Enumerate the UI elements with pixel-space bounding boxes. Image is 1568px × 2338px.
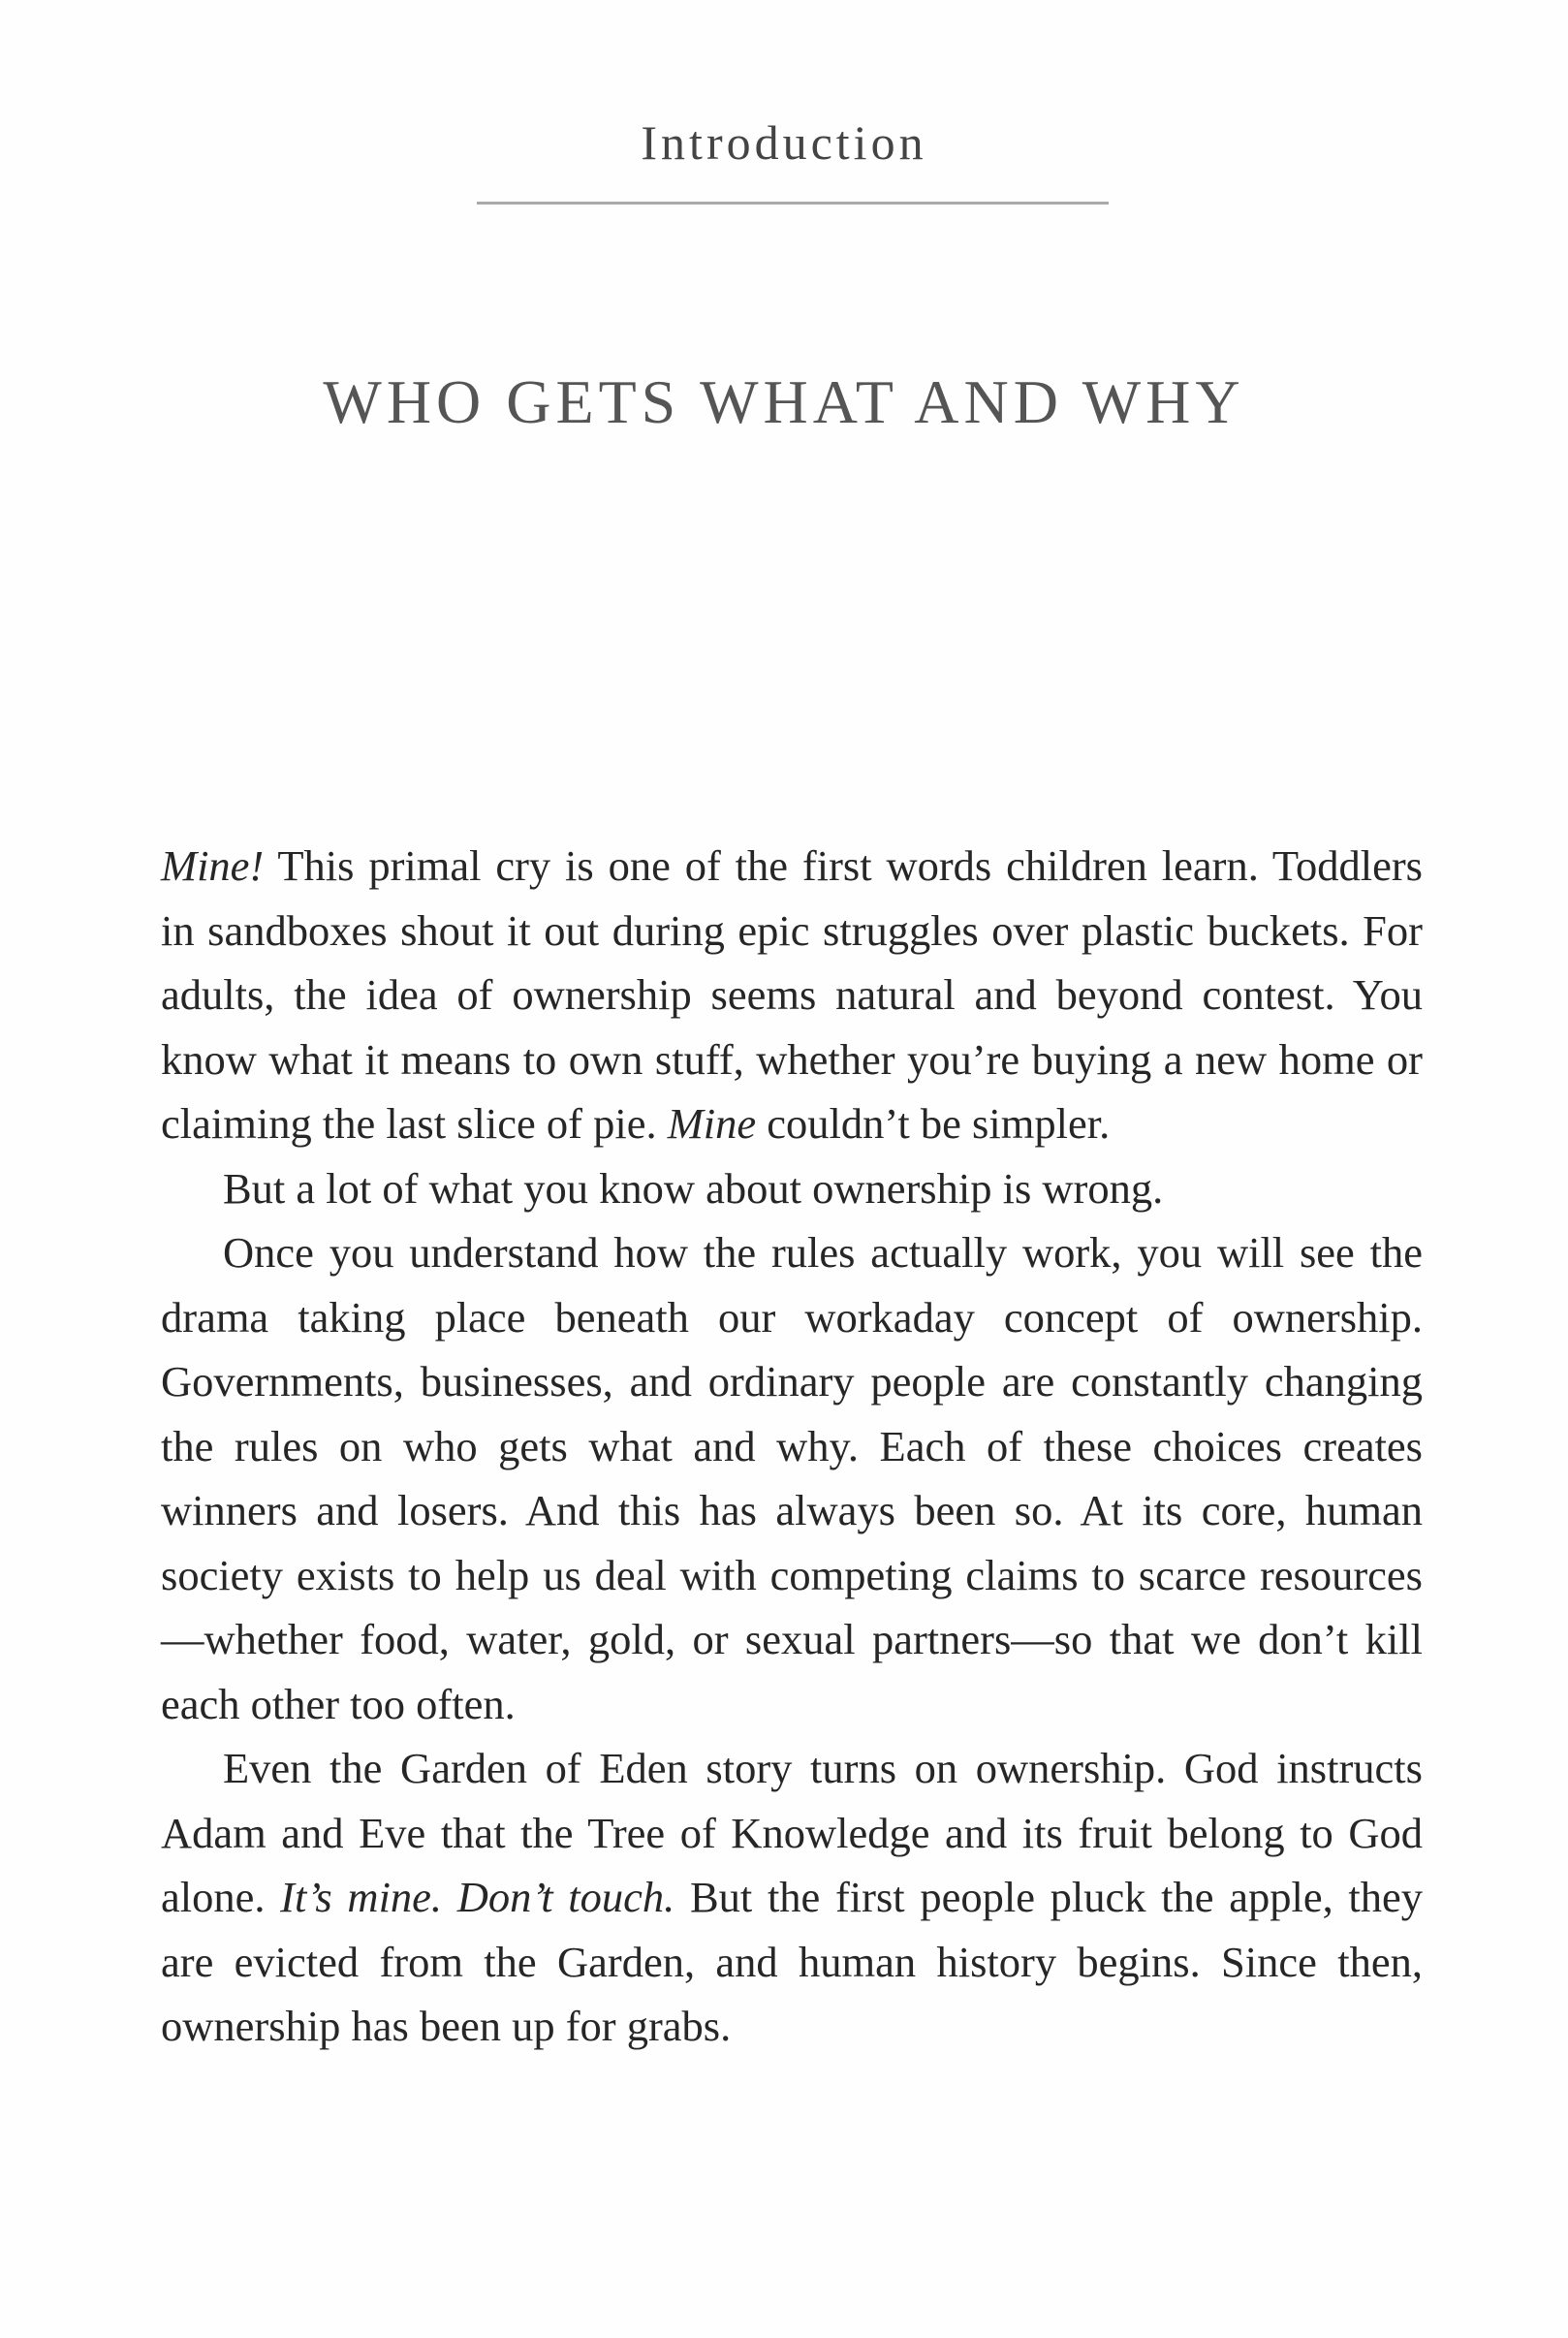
paragraph-4-text-c: But the first people pluck the apple, they are evicted from the Garden, and human history begins. Since then, ownership has been up for grabs. bbox=[161, 1873, 1423, 2050]
paragraph-1-italic-b: Mine bbox=[667, 1099, 757, 1148]
paragraph-4-italic-b: It’s mine. Don’t touch. bbox=[280, 1873, 675, 1921]
paragraph-1-text-c: couldn’t be simpler. bbox=[756, 1099, 1111, 1148]
paragraph-2: But a lot of what you know about ownership is wrong. bbox=[223, 1163, 1164, 1213]
body-text bbox=[161, 834, 1423, 2059]
chapter-label: Introduction bbox=[641, 115, 927, 170]
paragraph-1 bbox=[161, 834, 1423, 1156]
paragraph-3: Once you understand how the rules actually work, you will see the drama taking place beneath our workaday concept of ownership. Governments, businesses, and ordinary people are constantly changing the rules on who gets what and why. Each of these choices creates winners and losers. And this has always been so. At its core, human society exists to help us deal with competing claims to scarce resources—whether food, water, gold, or sexual partners—so that we don’t kill each other too often. bbox=[161, 1228, 1423, 1728]
paragraph-4-text-a: Even the Garden of Eden story turns on ownership. God instructs Adam and Eve that the Tree of Knowledge and its fruit belong to God alone. bbox=[161, 1744, 1423, 1921]
paragraph-1-text-a: This primal cry is one of the first words children learn. Toddlers in sandboxes shout it out during epic struggles over plastic buckets. For adults, the idea of ownership seems natural and beyond contest. You know what it means to own stuff, whether you’re buying a new home or claiming the last slice of pie. bbox=[161, 841, 1423, 1148]
paragraph-4 bbox=[161, 1736, 1423, 2059]
header-rule bbox=[477, 202, 1109, 205]
paragraph-1-lead-italic: Mine! bbox=[161, 841, 265, 890]
chapter-title: WHO GETS WHAT AND WHY bbox=[323, 367, 1245, 436]
